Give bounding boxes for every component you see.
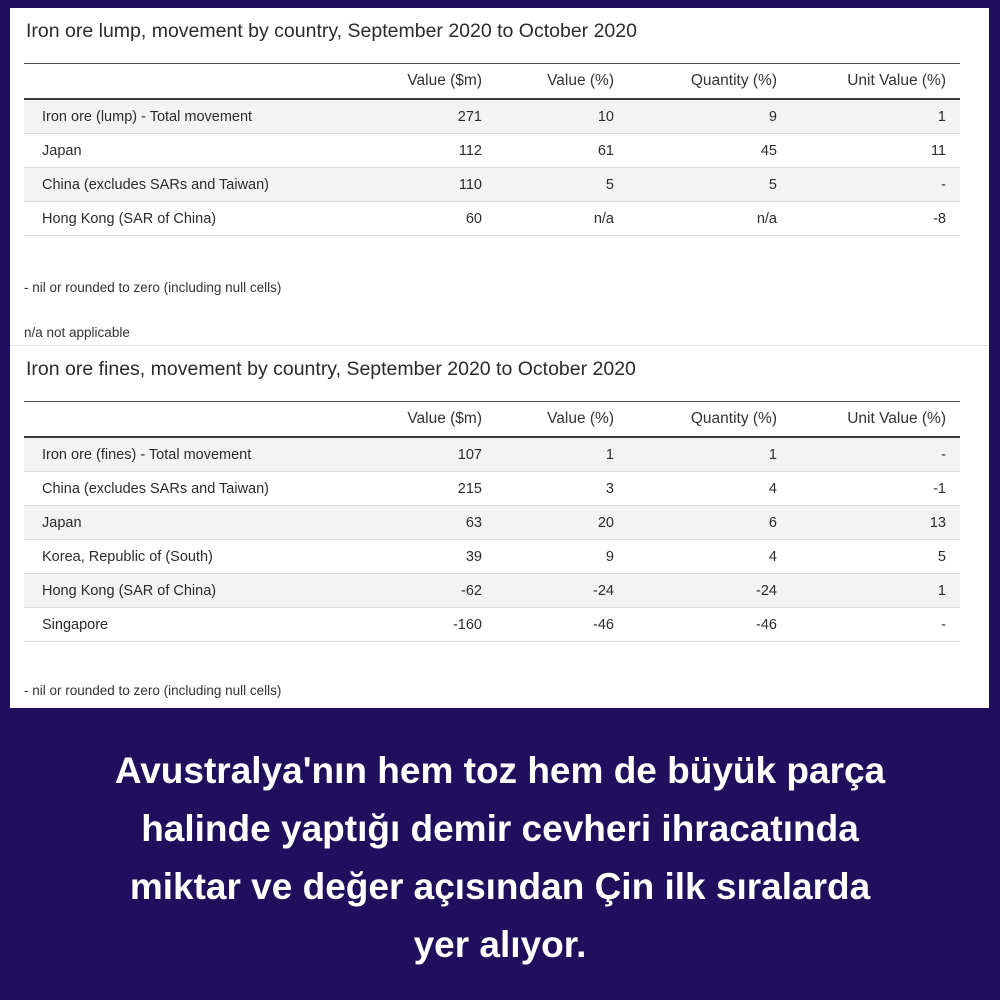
cell-unit-value-pct: 11 <box>791 134 960 168</box>
caption-line: halinde yaptığı demir cevheri ihracatında <box>141 808 859 849</box>
footnote-nil: - nil or rounded to zero (including null cells) <box>24 683 282 698</box>
caption-text <box>30 742 970 974</box>
cell-value-m: 271 <box>364 99 496 134</box>
table-row <box>24 202 960 236</box>
table-row <box>24 506 960 540</box>
header-unit-value-pct: Unit Value (%) <box>791 64 960 100</box>
cell-country: China (excludes SARs and Taiwan) <box>24 168 364 202</box>
cell-unit-value-pct: 5 <box>791 540 960 574</box>
table-row <box>24 540 960 574</box>
header-country <box>24 64 364 100</box>
cell-quantity-pct: n/a <box>628 202 791 236</box>
cell-unit-value-pct: 1 <box>791 574 960 608</box>
cell-value-m: 63 <box>364 506 496 540</box>
cell-country: Korea, Republic of (South) <box>24 540 364 574</box>
table-row <box>24 574 960 608</box>
lump-table-title: Iron ore lump, movement by country, September 2020 to October 2020 <box>26 20 637 42</box>
header-country <box>24 402 364 438</box>
table-row <box>24 472 960 506</box>
cell-value-m: -160 <box>364 608 496 642</box>
table-header-row <box>24 64 960 100</box>
cell-quantity-pct: 6 <box>628 506 791 540</box>
cell-quantity-pct: 4 <box>628 540 791 574</box>
header-quantity-pct: Quantity (%) <box>628 64 791 100</box>
table-header-row <box>24 402 960 438</box>
cell-value-m: 60 <box>364 202 496 236</box>
cell-quantity-pct: -46 <box>628 608 791 642</box>
cell-country: China (excludes SARs and Taiwan) <box>24 472 364 506</box>
cell-unit-value-pct: -1 <box>791 472 960 506</box>
cell-unit-value-pct: - <box>791 168 960 202</box>
table-row <box>24 99 960 134</box>
fines-table <box>24 401 960 642</box>
cell-quantity-pct: 9 <box>628 99 791 134</box>
cell-quantity-pct: 5 <box>628 168 791 202</box>
section-divider <box>10 345 989 346</box>
cell-value-m: 112 <box>364 134 496 168</box>
cell-unit-value-pct: -8 <box>791 202 960 236</box>
cell-country: Japan <box>24 506 364 540</box>
header-value-m: Value ($m) <box>364 64 496 100</box>
caption-line: Avustralya'nın hem toz hem de büyük parça <box>114 750 886 791</box>
cell-unit-value-pct: - <box>791 437 960 472</box>
cell-value-m: -62 <box>364 574 496 608</box>
document-panel <box>10 8 989 708</box>
cell-value-m: 110 <box>364 168 496 202</box>
cell-value-m: 39 <box>364 540 496 574</box>
cell-country: Hong Kong (SAR of China) <box>24 202 364 236</box>
caption-line: yer alıyor. <box>413 924 587 965</box>
cell-country: Iron ore (lump) - Total movement <box>24 99 364 134</box>
header-quantity-pct: Quantity (%) <box>628 402 791 438</box>
cell-value-pct: 5 <box>496 168 628 202</box>
cell-country: Singapore <box>24 608 364 642</box>
table-row <box>24 437 960 472</box>
header-value-m: Value ($m) <box>364 402 496 438</box>
table-row <box>24 608 960 642</box>
header-value-pct: Value (%) <box>496 402 628 438</box>
fines-table-title: Iron ore fines, movement by country, September 2020 to October 2020 <box>26 358 636 380</box>
cell-quantity-pct: 45 <box>628 134 791 168</box>
cell-quantity-pct: 4 <box>628 472 791 506</box>
table-row <box>24 134 960 168</box>
cell-value-pct: 61 <box>496 134 628 168</box>
cell-quantity-pct: -24 <box>628 574 791 608</box>
cell-value-pct: 9 <box>496 540 628 574</box>
cell-quantity-pct: 1 <box>628 437 791 472</box>
footnote-nil: - nil or rounded to zero (including null cells) <box>24 280 282 295</box>
caption-line: miktar ve değer açısından Çin ilk sıralarda <box>129 866 871 907</box>
cell-country: Iron ore (fines) - Total movement <box>24 437 364 472</box>
footnote-na: n/a not applicable <box>24 325 130 340</box>
cell-value-pct: n/a <box>496 202 628 236</box>
cell-value-m: 215 <box>364 472 496 506</box>
cell-value-pct: -24 <box>496 574 628 608</box>
cell-unit-value-pct: - <box>791 608 960 642</box>
lump-table <box>24 63 960 236</box>
cell-value-pct: 1 <box>496 437 628 472</box>
cell-value-pct: 3 <box>496 472 628 506</box>
cell-unit-value-pct: 1 <box>791 99 960 134</box>
cell-unit-value-pct: 13 <box>791 506 960 540</box>
table-row <box>24 168 960 202</box>
cell-value-m: 107 <box>364 437 496 472</box>
header-value-pct: Value (%) <box>496 64 628 100</box>
cell-value-pct: 20 <box>496 506 628 540</box>
cell-value-pct: 10 <box>496 99 628 134</box>
cell-value-pct: -46 <box>496 608 628 642</box>
cell-country: Japan <box>24 134 364 168</box>
header-unit-value-pct: Unit Value (%) <box>791 402 960 438</box>
cell-country: Hong Kong (SAR of China) <box>24 574 364 608</box>
